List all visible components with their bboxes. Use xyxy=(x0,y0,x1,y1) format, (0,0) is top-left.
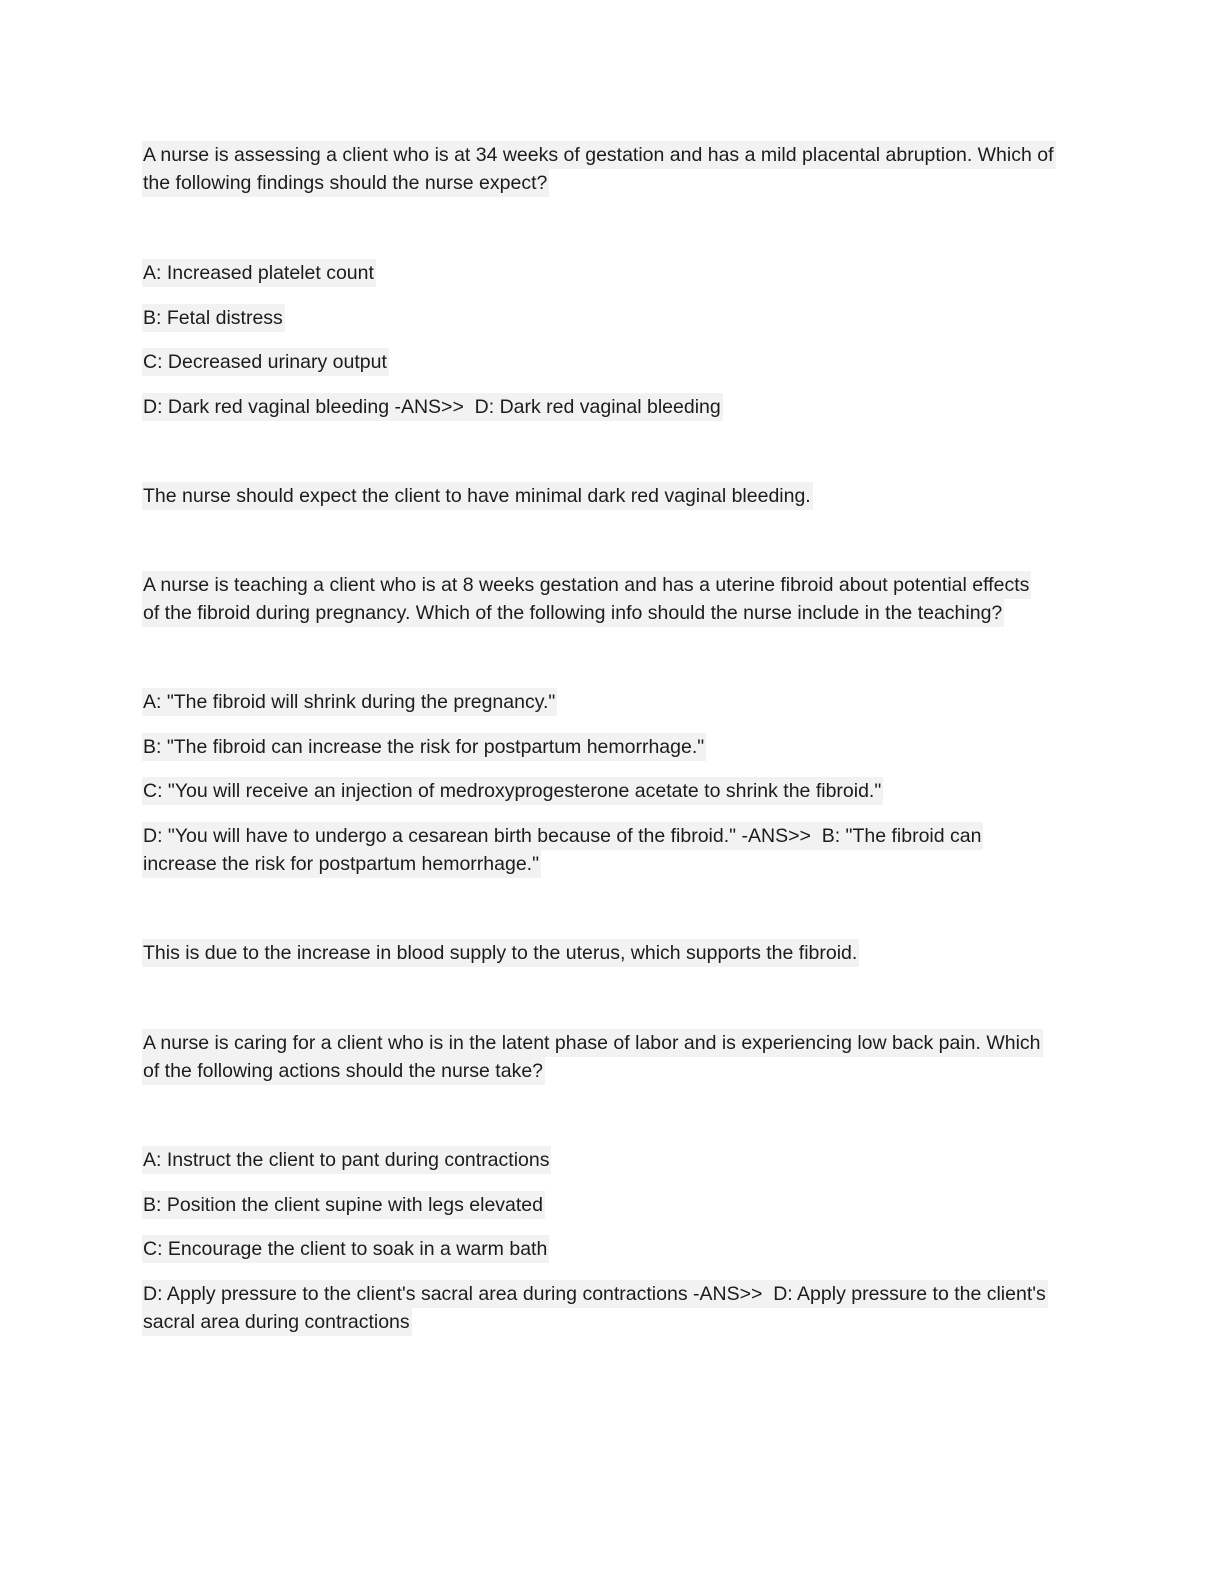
option-line: A: "The fibroid will shrink during the pregnancy." xyxy=(142,688,557,716)
option-line: C: Encourage the client to soak in a warm bath xyxy=(142,1235,549,1263)
option-line: C: "You will receive an injection of medroxyprogesterone acetate to shrink the fibroid." xyxy=(142,777,883,805)
question-1-option-d-answer xyxy=(142,393,723,421)
option-line: increase the risk for postpartum hemorrhage." xyxy=(142,850,541,878)
stem-line: A nurse is assessing a client who is at 34 weeks of gestation and has a mild placental abruption. Which of xyxy=(142,141,1056,169)
option-line: D: Apply pressure to the client's sacral area during contractions -ANS>> D: Apply pressure to the client's xyxy=(142,1280,1048,1308)
stem-line: of the following actions should the nurse take? xyxy=(142,1057,545,1085)
option-line: D: Dark red vaginal bleeding -ANS>> D: Dark red vaginal bleeding xyxy=(142,393,723,421)
option-line: B: Fetal distress xyxy=(142,304,285,332)
rationale-line: This is due to the increase in blood supply to the uterus, which supports the fibroid. xyxy=(142,939,859,967)
question-2-option-a xyxy=(142,688,557,716)
question-2-option-b xyxy=(142,733,706,761)
option-line: sacral area during contractions xyxy=(142,1308,412,1336)
question-3-stem xyxy=(142,1029,1043,1085)
question-3-option-c xyxy=(142,1235,549,1263)
question-1-option-b xyxy=(142,304,285,332)
stem-line: A nurse is caring for a client who is in the latent phase of labor and is experiencing low back pain. Which xyxy=(142,1029,1043,1057)
question-1-rationale xyxy=(142,482,813,510)
stem-line: A nurse is teaching a client who is at 8 weeks gestation and has a uterine fibroid about potential effects xyxy=(142,571,1031,599)
stem-line: the following findings should the nurse expect? xyxy=(142,169,549,197)
question-2-rationale xyxy=(142,939,859,967)
question-2-option-c xyxy=(142,777,883,805)
question-3-option-b xyxy=(142,1191,545,1219)
question-1-option-c xyxy=(142,348,389,376)
option-line: A: Increased platelet count xyxy=(142,259,376,287)
stem-line: of the fibroid during pregnancy. Which of the following info should the nurse include in the teaching? xyxy=(142,599,1004,627)
option-line: B: Position the client supine with legs elevated xyxy=(142,1191,545,1219)
question-1-option-a xyxy=(142,259,376,287)
option-line: C: Decreased urinary output xyxy=(142,348,389,376)
option-line: A: Instruct the client to pant during contractions xyxy=(142,1146,551,1174)
question-2-option-d-answer xyxy=(142,822,983,878)
question-3-option-a xyxy=(142,1146,551,1174)
option-line: B: "The fibroid can increase the risk for postpartum hemorrhage." xyxy=(142,733,706,761)
question-3-option-d-answer xyxy=(142,1280,1048,1336)
option-line: D: "You will have to undergo a cesarean birth because of the fibroid." -ANS>> B: "The fibroid can xyxy=(142,822,983,850)
question-2-stem xyxy=(142,571,1031,627)
question-1-stem xyxy=(142,141,1056,197)
rationale-line: The nurse should expect the client to have minimal dark red vaginal bleeding. xyxy=(142,482,813,510)
